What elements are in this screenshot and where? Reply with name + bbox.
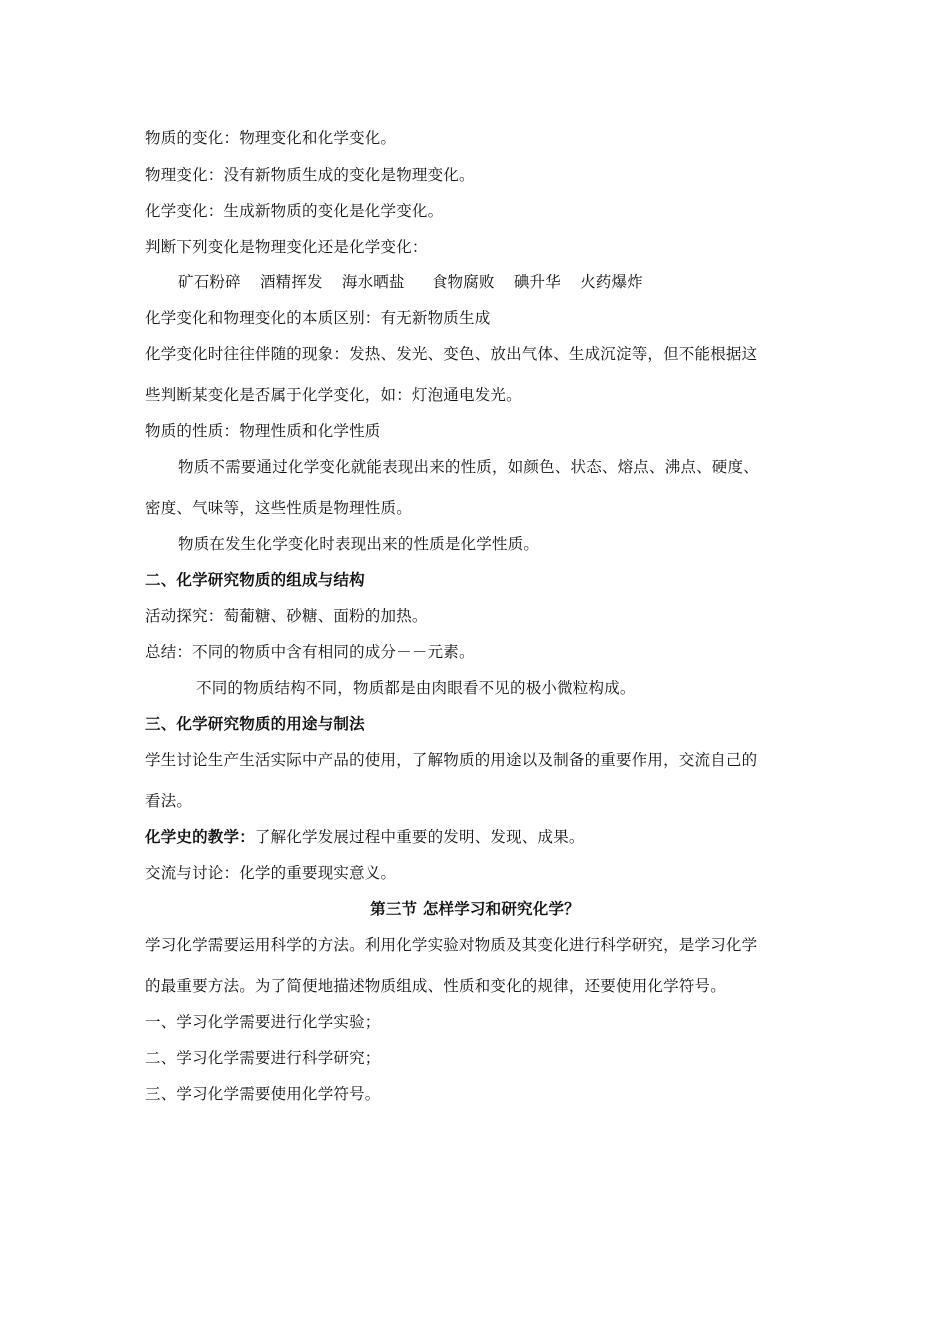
paragraph-activity: 活动探究：萄葡糖、砂糖、面粉的加热。 — [145, 607, 428, 625]
heading-composition: 二、化学研究物质的组成与结构 — [145, 570, 365, 589]
paragraph-methods-line1: 学习化学需要运用科学的方法。利用化学实验对物质及其变化进行科学研究，是学习化学 — [145, 936, 758, 954]
paragraph-physical-change: 物理变化：没有新物质生成的变化是物理变化。 — [145, 166, 475, 184]
paragraph-history — [145, 827, 585, 847]
paragraph-point-one: 一、学习化学需要进行化学实验； — [145, 1013, 381, 1031]
paragraph-significance: 交流与讨论：化学的重要现实意义。 — [145, 864, 397, 882]
paragraph-methods-line2: 的最重要方法。为了简便地描述物质组成、性质和变化的规律，还要使用化学符号。 — [145, 977, 726, 995]
history-text: 了解化学发展过程中重要的发明、发现、成果。 — [254, 828, 585, 846]
paragraph-chemical-property: 物质在发生化学变化时表现出来的性质是化学性质。 — [178, 535, 540, 553]
paragraph-point-three: 三、学习化学需要使用化学符号。 — [145, 1085, 381, 1103]
example-item: 海水晒盐 — [341, 273, 405, 291]
heading-uses: 三、化学研究物质的用途与制法 — [145, 714, 365, 733]
paragraph-physical-property-line1: 物质不需要通过化学变化就能表现出来的性质，如颜色、状态、熔点、沸点、硬度、 — [178, 458, 759, 476]
paragraph-phenomena-line1: 化学变化时往往伴随的现象：发热、发光、变色、放出气体、生成沉淀等，但不能根据这 — [145, 345, 758, 363]
example-item: 食物腐败 — [431, 273, 495, 291]
history-label: 化学史的教学： — [145, 827, 255, 846]
paragraph-properties: 物质的性质：物理性质和化学性质 — [145, 422, 381, 440]
paragraph-judge-prompt: 判断下列变化是物理变化还是化学变化： — [145, 238, 428, 256]
paragraph-point-two: 二、学习化学需要进行科学研究； — [145, 1049, 381, 1067]
paragraph-physical-property-line2: 密度、气味等，这些性质是物理性质。 — [145, 499, 412, 517]
section-title: 第三节 怎样学习和研究化学？ — [370, 899, 580, 918]
paragraph-change-definition: 物质的变化：物理变化和化学变化。 — [145, 129, 397, 147]
example-item: 火药爆炸 — [580, 273, 643, 291]
paragraph-essential-difference: 化学变化和物理变化的本质区别：有无新物质生成 — [145, 309, 491, 327]
example-item: 碘升华 — [513, 273, 561, 291]
paragraph-summary: 总结：不同的物质中含有相同的成分－－元素。 — [145, 643, 475, 661]
paragraph-discussion-line1: 学生讨论生产生活实际中产品的使用，了解物质的用途以及制备的重要作用，交流自己的 — [145, 751, 758, 769]
example-item: 矿石粉碎 — [178, 273, 241, 291]
paragraph-chemical-change: 化学变化：生成新物质的变化是化学变化。 — [145, 202, 444, 220]
example-item: 酒精挥发 — [259, 273, 323, 291]
example-list — [178, 272, 657, 292]
paragraph-phenomena-line2: 些判断某变化是否属于化学变化，如：灯泡通电发光。 — [145, 386, 522, 404]
paragraph-discussion-line2: 看法。 — [145, 792, 193, 810]
paragraph-structure: 不同的物质结构不同，物质都是由肉眼看不见的极小微粒构成。 — [196, 679, 636, 697]
